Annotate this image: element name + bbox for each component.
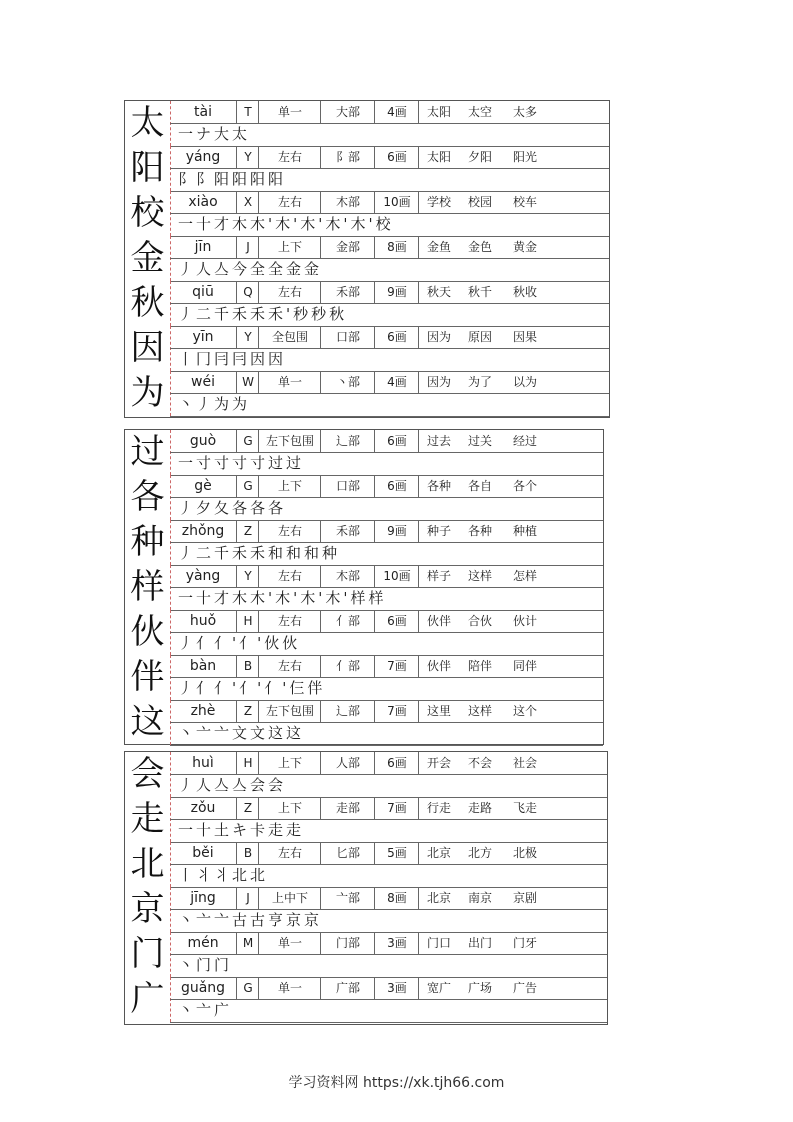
structure-cell: 上下 <box>258 475 321 497</box>
strokes-count-cell: 8画 <box>374 236 419 258</box>
example-word: 飞走 <box>512 801 537 815</box>
example-word: 各自 <box>467 479 492 493</box>
char-row <box>125 371 609 416</box>
letter-cell: J <box>236 887 259 909</box>
radical-cell: 丶部 <box>320 371 375 393</box>
hanzi-character: 门 <box>125 932 171 977</box>
radical-cell: 禾部 <box>320 520 375 542</box>
stroke-order: 丶亠亠文文这这 <box>170 722 603 746</box>
pinyin-cell: zǒu <box>190 800 216 816</box>
example-word: 南京 <box>467 891 492 905</box>
hanzi-character: 伴 <box>125 655 171 700</box>
letter-cell: Y <box>236 565 259 587</box>
letter-cell: X <box>236 191 259 213</box>
letter-cell: G <box>236 977 259 999</box>
example-word: 同伴 <box>512 659 537 673</box>
example-word: 不会 <box>467 756 492 770</box>
char-row <box>125 752 607 797</box>
letter-cell: T <box>236 101 259 123</box>
structure-cell: 左右 <box>258 565 321 587</box>
char-info-line <box>170 146 609 169</box>
hanzi-character: 京 <box>125 887 171 932</box>
example-word: 这里 <box>418 700 459 722</box>
example-word: 出门 <box>467 936 492 950</box>
letter-cell: Y <box>236 146 259 168</box>
pinyin-cell: gè <box>194 478 212 494</box>
example-word: 这个 <box>512 704 537 718</box>
stroke-order: 丿夕夂各各各 <box>170 497 603 521</box>
hanzi-character: 各 <box>125 475 171 520</box>
char-info-line <box>170 326 609 349</box>
radical-cell: 亻部 <box>320 610 375 632</box>
char-info-line <box>170 520 603 543</box>
example-word: 太空 <box>467 105 492 119</box>
example-word: 过关 <box>467 434 492 448</box>
example-word: 阳光 <box>512 150 537 164</box>
structure-cell: 上下 <box>258 797 321 819</box>
example-word: 因为 <box>418 371 459 393</box>
example-word: 黄金 <box>512 240 537 254</box>
radical-cell: 辶部 <box>320 430 375 452</box>
pinyin-cell: jīng <box>190 890 216 906</box>
letter-cell: W <box>236 371 259 393</box>
radical-cell: 门部 <box>320 932 375 954</box>
hanzi-character: 因 <box>125 326 171 371</box>
strokes-count-cell: 10画 <box>374 191 419 213</box>
structure-cell: 左右 <box>258 520 321 542</box>
example-word: 太阳 <box>418 146 459 168</box>
example-word: 广场 <box>467 981 492 995</box>
example-word: 金色 <box>467 240 492 254</box>
radical-cell: 亻部 <box>320 655 375 677</box>
example-word: 因果 <box>512 330 537 344</box>
example-word: 金鱼 <box>418 236 459 258</box>
char-info-line <box>170 977 607 1000</box>
stroke-order: 一寸寸寸寸过过 <box>170 452 603 476</box>
hanzi-character: 走 <box>125 797 171 842</box>
char-row <box>125 430 603 475</box>
example-word: 因为 <box>418 326 459 348</box>
structure-cell: 左右 <box>258 655 321 677</box>
pinyin-cell: huǒ <box>189 613 217 629</box>
strokes-count-cell: 9画 <box>374 520 419 542</box>
stroke-order: 丶亠广 <box>170 999 607 1023</box>
letter-cell: Z <box>236 520 259 542</box>
char-row <box>125 520 603 565</box>
char-info-line <box>170 101 609 124</box>
char-row <box>125 700 603 745</box>
char-info-line <box>170 236 609 259</box>
hanzi-character: 样 <box>125 565 171 610</box>
hanzi-character: 过 <box>125 430 171 475</box>
char-row <box>125 977 607 1022</box>
structure-cell: 左右 <box>258 191 321 213</box>
char-info-line <box>170 887 607 910</box>
stroke-order: 丿二千禾禾和和和种 <box>170 542 603 566</box>
radical-cell: 人部 <box>320 752 375 774</box>
letter-cell: Z <box>236 797 259 819</box>
example-word: 伙伴 <box>418 610 459 632</box>
structure-cell: 上下 <box>258 236 321 258</box>
radical-cell: 金部 <box>320 236 375 258</box>
stroke-order: 丨冂冃冃因因 <box>170 348 609 372</box>
example-word: 校园 <box>467 195 492 209</box>
hanzi-character: 阳 <box>125 146 171 191</box>
example-word: 为了 <box>467 375 492 389</box>
strokes-count-cell: 5画 <box>374 842 419 864</box>
example-word: 学校 <box>418 191 459 213</box>
hanzi-character: 伙 <box>125 610 171 655</box>
pinyin-cell: zhǒng <box>181 523 225 539</box>
example-word: 原因 <box>467 330 492 344</box>
letter-cell: Q <box>236 281 259 303</box>
stroke-order: 阝阝阳阳阳阳 <box>170 168 609 192</box>
radical-cell: 木部 <box>320 191 375 213</box>
stroke-order: 一十土キ卡走走 <box>170 819 607 843</box>
example-word: 这样 <box>467 569 492 583</box>
char-info-line <box>170 565 603 588</box>
example-word: 过去 <box>418 430 459 452</box>
radical-cell: 口部 <box>320 326 375 348</box>
pinyin-cell: jīn <box>194 239 212 255</box>
char-info-line <box>170 610 603 633</box>
radical-cell: 木部 <box>320 565 375 587</box>
hanzi-character: 种 <box>125 520 171 565</box>
radical-cell: 辶部 <box>320 700 375 722</box>
pinyin-cell: qiū <box>192 284 214 300</box>
structure-cell: 左右 <box>258 281 321 303</box>
strokes-count-cell: 3画 <box>374 977 419 999</box>
radical-cell: 阝部 <box>320 146 375 168</box>
example-word: 经过 <box>512 434 537 448</box>
structure-cell: 单一 <box>258 977 321 999</box>
char-info-line <box>170 371 609 394</box>
stroke-order: 一十才木木'木'木'木'样样 <box>170 587 603 611</box>
example-word: 北京 <box>418 842 459 864</box>
stroke-order: 丿人亼亼会会 <box>170 774 607 798</box>
example-word: 陪伴 <box>467 659 492 673</box>
example-word: 样子 <box>418 565 459 587</box>
stroke-order: 丶亠亠古古亨京京 <box>170 909 607 933</box>
char-table-block-2 <box>124 429 604 745</box>
radical-cell: 亠部 <box>320 887 375 909</box>
letter-cell: G <box>236 475 259 497</box>
example-word: 门口 <box>418 932 459 954</box>
char-row <box>125 842 607 887</box>
example-word: 各种 <box>418 475 459 497</box>
example-word: 开会 <box>418 752 459 774</box>
example-word: 伙计 <box>512 614 537 628</box>
char-row <box>125 146 609 191</box>
pinyin-cell: běi <box>192 845 214 861</box>
pinyin-cell: yīn <box>192 329 214 345</box>
example-word: 京剧 <box>512 891 537 905</box>
hanzi-character: 会 <box>125 752 171 797</box>
example-word: 夕阳 <box>467 150 492 164</box>
hanzi-character: 广 <box>125 977 171 1022</box>
example-word: 这样 <box>467 704 492 718</box>
stroke-order: 丨丬丬北北 <box>170 864 607 888</box>
example-word: 行走 <box>418 797 459 819</box>
stroke-order: 丿二千禾禾禾'秒秒秋 <box>170 303 609 327</box>
example-word: 伙伴 <box>418 655 459 677</box>
char-row <box>125 191 609 236</box>
structure-cell: 单一 <box>258 932 321 954</box>
strokes-count-cell: 6画 <box>374 610 419 632</box>
char-info-line <box>170 191 609 214</box>
hanzi-character: 校 <box>125 191 171 236</box>
letter-cell: J <box>236 236 259 258</box>
char-row <box>125 281 609 326</box>
pinyin-cell: wéi <box>191 374 215 390</box>
strokes-count-cell: 6画 <box>374 326 419 348</box>
strokes-count-cell: 6画 <box>374 475 419 497</box>
hanzi-character: 秋 <box>125 281 171 326</box>
strokes-count-cell: 6画 <box>374 146 419 168</box>
letter-cell: H <box>236 610 259 632</box>
stroke-order: 丶丿为为 <box>170 393 609 417</box>
hanzi-character: 这 <box>125 700 171 745</box>
char-row <box>125 101 609 146</box>
char-row <box>125 932 607 977</box>
strokes-count-cell: 7画 <box>374 700 419 722</box>
strokes-count-cell: 6画 <box>374 752 419 774</box>
char-table-block-3 <box>124 751 608 1025</box>
pinyin-cell: bàn <box>189 658 217 674</box>
char-row <box>125 610 603 655</box>
stroke-order: 一十才木木'木'木'木'木'校 <box>170 213 609 237</box>
char-row <box>125 326 609 371</box>
example-word: 北京 <box>418 887 459 909</box>
radical-cell: 口部 <box>320 475 375 497</box>
example-word: 各种 <box>467 524 492 538</box>
example-word: 校车 <box>512 195 537 209</box>
char-row <box>125 565 603 610</box>
letter-cell: Y <box>236 326 259 348</box>
pinyin-cell: zhè <box>190 703 216 719</box>
strokes-count-cell: 4画 <box>374 101 419 123</box>
stroke-order: 一ナ大太 <box>170 123 609 147</box>
pinyin-cell: guò <box>189 433 217 449</box>
structure-cell: 左下包围 <box>258 430 321 452</box>
strokes-count-cell: 6画 <box>374 430 419 452</box>
hanzi-character: 金 <box>125 236 171 281</box>
structure-cell: 单一 <box>258 371 321 393</box>
example-word: 北方 <box>467 846 492 860</box>
strokes-count-cell: 7画 <box>374 655 419 677</box>
char-row <box>125 655 603 700</box>
example-word: 宽广 <box>418 977 459 999</box>
pinyin-cell: mén <box>187 935 219 951</box>
char-info-line <box>170 842 607 865</box>
structure-cell: 左右 <box>258 146 321 168</box>
structure-cell: 上下 <box>258 752 321 774</box>
letter-cell: M <box>236 932 259 954</box>
pinyin-cell: huì <box>192 755 214 771</box>
char-row <box>125 475 603 520</box>
char-info-line <box>170 430 603 453</box>
radical-cell: 广部 <box>320 977 375 999</box>
example-word: 秋天 <box>418 281 459 303</box>
pinyin-cell: tài <box>194 104 212 120</box>
example-word: 太多 <box>512 105 537 119</box>
pinyin-cell: yáng <box>185 149 221 165</box>
letter-cell: H <box>236 752 259 774</box>
example-word: 秋收 <box>512 285 537 299</box>
example-word: 种子 <box>418 520 459 542</box>
pinyin-cell: yàng <box>185 568 221 584</box>
char-info-line <box>170 797 607 820</box>
radical-cell: 走部 <box>320 797 375 819</box>
strokes-count-cell: 9画 <box>374 281 419 303</box>
example-word: 怎样 <box>512 569 537 583</box>
example-word: 北极 <box>512 846 537 860</box>
structure-cell: 全包围 <box>258 326 321 348</box>
strokes-count-cell: 7画 <box>374 797 419 819</box>
stroke-order: 丶门门 <box>170 954 607 978</box>
strokes-count-cell: 8画 <box>374 887 419 909</box>
structure-cell: 左右 <box>258 842 321 864</box>
char-info-line <box>170 475 603 498</box>
structure-cell: 单一 <box>258 101 321 123</box>
hanzi-character: 北 <box>125 842 171 887</box>
char-info-line <box>170 752 607 775</box>
structure-cell: 左右 <box>258 610 321 632</box>
structure-cell: 上中下 <box>258 887 321 909</box>
stroke-order: 丿亻亻'亻'伙伙 <box>170 632 603 656</box>
example-word: 门牙 <box>512 936 537 950</box>
hanzi-character: 太 <box>125 101 171 146</box>
example-word: 走路 <box>467 801 492 815</box>
stroke-order: 丿人亼今全全金金 <box>170 258 609 282</box>
pinyin-cell: xiào <box>188 194 218 210</box>
example-word: 合伙 <box>467 614 492 628</box>
letter-cell: Z <box>236 700 259 722</box>
letter-cell: B <box>236 655 259 677</box>
char-row <box>125 797 607 842</box>
char-table-block-1 <box>124 100 610 418</box>
letter-cell: B <box>236 842 259 864</box>
char-info-line <box>170 655 603 678</box>
pinyin-cell: guǎng <box>180 980 226 996</box>
char-info-line <box>170 700 603 723</box>
strokes-count-cell: 3画 <box>374 932 419 954</box>
letter-cell: G <box>236 430 259 452</box>
example-word: 广告 <box>512 981 537 995</box>
radical-cell: 禾部 <box>320 281 375 303</box>
radical-cell: 大部 <box>320 101 375 123</box>
char-row <box>125 236 609 281</box>
example-word: 太阳 <box>418 101 459 123</box>
example-word: 各个 <box>512 479 537 493</box>
structure-cell: 左下包围 <box>258 700 321 722</box>
example-word: 社会 <box>512 756 537 770</box>
example-word: 种植 <box>512 524 537 538</box>
radical-cell: 匕部 <box>320 842 375 864</box>
hanzi-character: 为 <box>125 371 171 416</box>
stroke-order: 丿亻亻'亻'亻'仨伴 <box>170 677 603 701</box>
strokes-count-cell: 4画 <box>374 371 419 393</box>
char-info-line <box>170 932 607 955</box>
example-word: 以为 <box>512 375 537 389</box>
char-info-line <box>170 281 609 304</box>
char-row <box>125 887 607 932</box>
example-word: 秋千 <box>467 285 492 299</box>
site-footer[interactable]: 学习资料网 https://xk.tjh66.com <box>288 1075 505 1091</box>
strokes-count-cell: 10画 <box>374 565 419 587</box>
